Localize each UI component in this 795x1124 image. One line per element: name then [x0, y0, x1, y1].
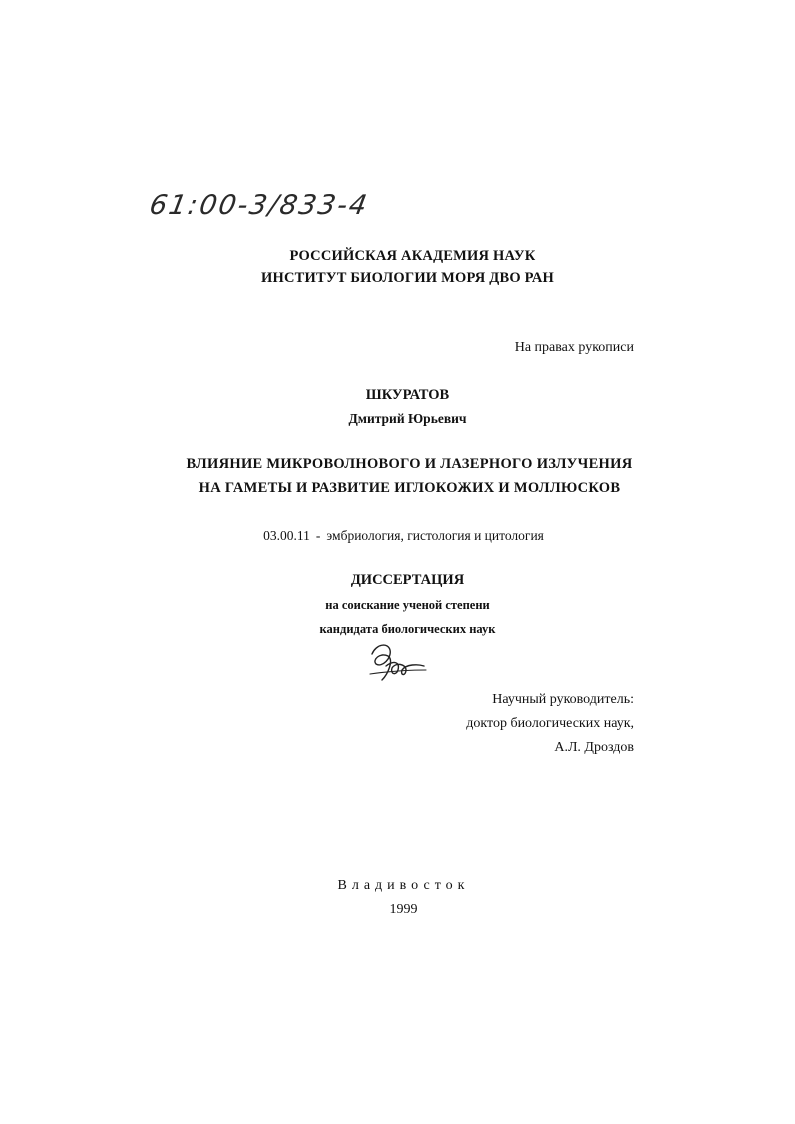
degree-line-2: кандидата биологических наук	[319, 622, 496, 636]
specialty-line	[6, 528, 795, 544]
specialty-name: эмбриология, гистология и цитология	[326, 528, 544, 543]
advisor-name: А.Л. Дроздов	[554, 740, 634, 755]
document-type: ДИССЕРТАЦИЯ	[350, 572, 465, 588]
city: Владивосток	[337, 878, 470, 893]
signature-image	[366, 640, 430, 686]
thesis-title-line-2: НА ГАМЕТЫ И РАЗВИТИЕ ИГЛОКОЖИХ И МОЛЛЮСКОВ	[198, 480, 621, 496]
thesis-title-line-1: ВЛИЯНИЕ МИКРОВОЛНОВОГО И ЛАЗЕРНОГО ИЗЛУЧЕНИЯ	[186, 456, 633, 472]
archive-code: 61:00-3/833-4	[147, 190, 372, 221]
year: 1999	[389, 902, 418, 917]
specialty-dash: -	[315, 528, 321, 543]
degree-line-1: на соискание ученой степени	[325, 598, 490, 612]
academy-name: РОССИЙСКАЯ АКАДЕМИЯ НАУК	[289, 248, 536, 264]
author-surname: ШКУРАТОВ	[365, 387, 450, 403]
institute-name: ИНСТИТУТ БИОЛОГИИ МОРЯ ДВО РАН	[261, 270, 554, 286]
advisor-degree: доктор биологических наук,	[466, 716, 634, 731]
manuscript-rights-note: На правах рукописи	[514, 340, 634, 355]
advisor-label: Научный руководитель:	[492, 692, 634, 707]
author-given-names: Дмитрий Юрьевич	[348, 411, 467, 426]
specialty-code: 03.00.11	[263, 528, 310, 543]
